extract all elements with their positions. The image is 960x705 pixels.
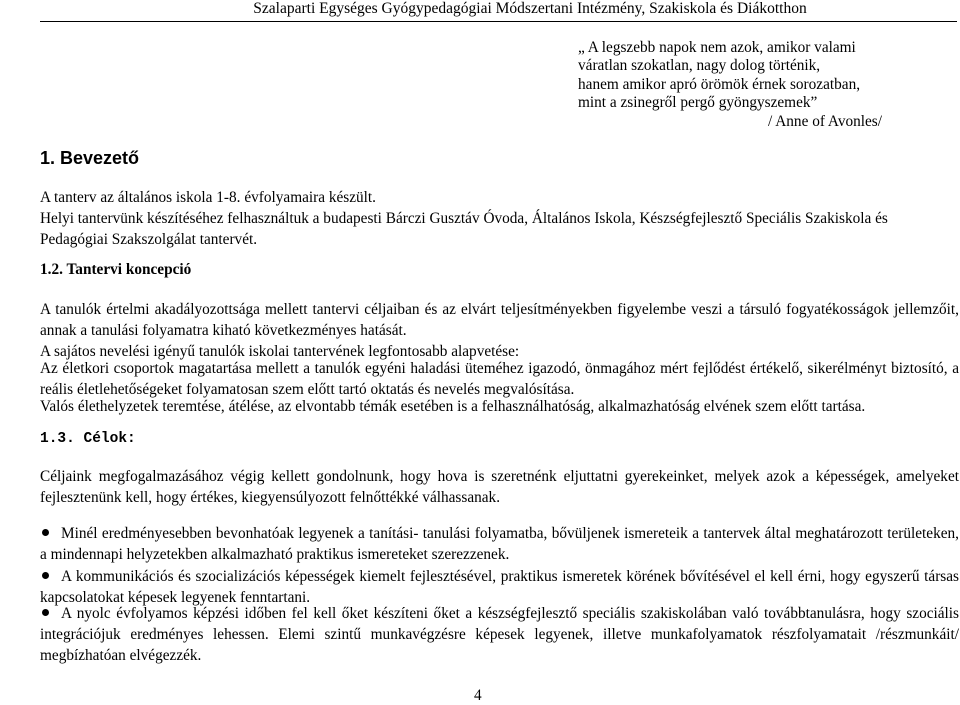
bullet-icon: [42, 572, 49, 579]
intro-paragraph-2-line-2: Pedagógiai Szakszolgálat tantervét.: [40, 231, 258, 248]
section-heading-introduction: 1. Bevezető: [40, 148, 140, 168]
quote-line: mint a zsinegről pergő gyöngyszemek”: [578, 94, 818, 112]
bullet-icon: [42, 529, 49, 536]
section-heading-goals: 1.3. Célok:: [40, 431, 136, 447]
list-item-text: Minél eredményesebben bevonhatóak legyenek a tanítási- tanulási folyamatba, bővüljenek ismereteik a tantervek által meghatározott területeken, a mindennapi helyzetekben alkalmazható praktikus ismereteket szerezzenek.: [40, 525, 959, 563]
list-item-text: A nyolc évfolyamos képzési időben fel kell őket készíteni őket a készségfejlesztő speciális szakiskolában való továbbtanulásra, hogy szociális integrációjuk eredményes lehessen. Elemi szintű munkavégzésre képesek legyenek, illetve munkafolyamatok részfolyamatait /részmunkáit/ megbízhatóan elvégezzék.: [40, 605, 959, 664]
epigraph-quote: [578, 39, 898, 113]
intro-paragraph-1: A tanterv az általános iskola 1-8. évfolyamaira készült.: [40, 189, 376, 206]
intro-paragraph-2-line-1: Helyi tantervünk készítéséhez felhasználtuk a budapesti Bárczi Gusztáv Óvoda, Általános Iskola, Készségfejlesztő Speciális Szakiskola és: [40, 210, 888, 227]
page-header-title: Szalaparti Egységes Gyógypedagógiai Módszertani Intézmény, Szakiskola és Diákotthon: [253, 0, 807, 17]
concept-paragraph-1: A tanulók értelmi akadályozottsága mellett tantervi céljaiban és az elvárt teljesítményekben figyelembe veszi a társuló fogyatékosságok jellemzőit, annak a tanulási folyamatra kiható következményes hatását.: [40, 301, 959, 339]
bullet-icon: [42, 609, 49, 616]
concept-paragraph-3: Az életkori csoportok magatartása mellett a tanulók egyéni haladási üteméhez igazodó, önmagához mért fejlődést értékelő, sikerélményt biztosító, a reális életlehetőségeket folyamatosan szem előtt tartó oktatás és nevelés megvalósítása.: [40, 360, 959, 398]
list-item: [40, 523, 959, 565]
header-rule: [40, 21, 957, 22]
list-item-text: A kommunikációs és szocializációs képességek kiemelt fejlesztésével, praktikus ismeretek körének bővítésével el kell érni, hogy egyszerű társas kapcsolatokat képesek legyenek fenntartani.: [40, 568, 959, 606]
page-number: 4: [474, 687, 482, 704]
quote-author: / Anne of Avonles/: [768, 113, 883, 130]
quote-line: „ A legszebb napok nem azok, amikor valami: [578, 39, 856, 56]
goals-paragraph-1: Céljaink megfogalmazásához végig kellett gondolnunk, hogy hova is szeretnénk eljuttatni gyerekeinket, melyek azok a képességek, amelyeket fejlesztenünk kell, hogy értékes, kiegyensúlyozott felnőttékké válhassanak.: [40, 468, 959, 506]
list-item: [40, 603, 959, 666]
quote-line: hanem amikor apró örömök érnek sorozatban,: [578, 75, 861, 93]
list-item: [40, 566, 959, 608]
quote-line: váratlan szokatlan, nagy dolog történik,: [578, 57, 821, 75]
concept-paragraph-2: A sajátos nevelési igényű tanulók iskolai tantervének legfontosabb alapvetése:: [40, 343, 520, 360]
concept-paragraph-4: Valós élethelyzetek teremtése, átélése, az elvontabb témák esetében is a felhasználhatóság, alkalmazhatóság elvének szem előtt tartása.: [40, 398, 866, 415]
section-heading-concept: 1.2. Tantervi koncepció: [40, 261, 192, 278]
